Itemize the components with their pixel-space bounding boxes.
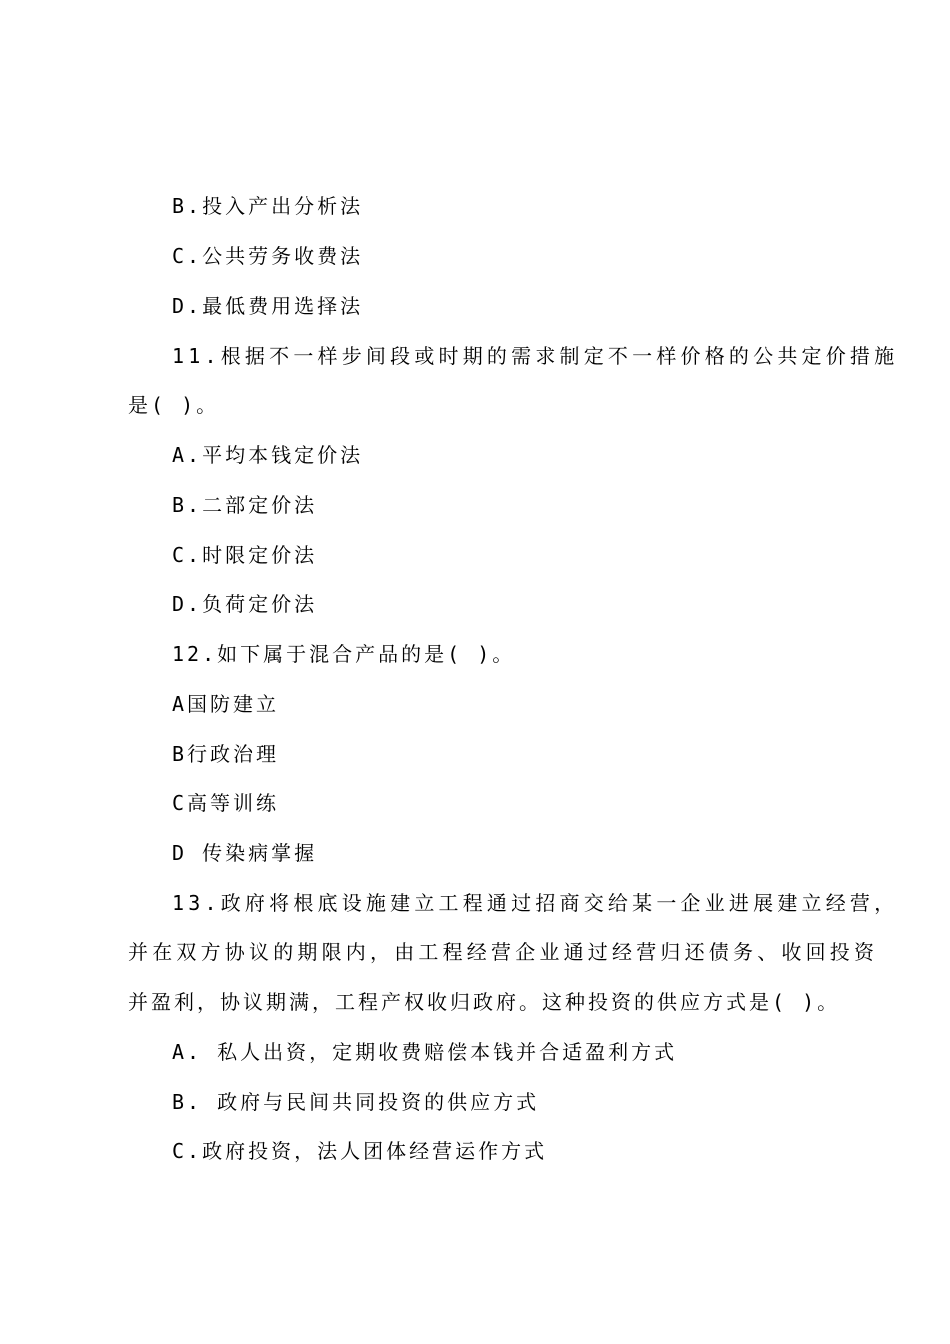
option-c-q10: C.公共劳务收费法: [172, 244, 364, 268]
option-d-q10: D.最低费用选择法: [172, 294, 364, 318]
question-11-line-2: 是( )。: [128, 393, 220, 417]
option-b-q13: B. 政府与民间共同投资的供应方式: [172, 1090, 540, 1114]
question-13-line-1: 13.政府将根底设施建立工程通过招商交给某一企业进展建立经营，: [172, 891, 899, 915]
option-b-q10: B.投入产出分析法: [172, 194, 364, 218]
question-13-line-3: 并盈利，协议期满，工程产权收归政府。这种投资的供应方式是( )。: [128, 990, 841, 1014]
option-d-q12: D 传染病掌握: [172, 841, 318, 865]
option-c-q11: C.时限定价法: [172, 543, 318, 567]
question-11-line-1: 11.根据不一样步间段或时期的需求制定不一样价格的公共定价措施: [172, 344, 899, 368]
option-a-q13: A. 私人出资，定期收费赔偿本钱并合适盈利方式: [172, 1040, 678, 1064]
question-13-line-2: 并在双方协议的期限内，由工程经营企业通过经营归还债务、收回投资: [128, 940, 879, 964]
option-a-q12: A国防建立: [172, 692, 280, 716]
option-d-q11: D.负荷定价法: [172, 592, 318, 616]
option-b-q12: B行政治理: [172, 742, 280, 766]
option-a-q11: A.平均本钱定价法: [172, 443, 364, 467]
option-c-q13: C.政府投资，法人团体经营运作方式: [172, 1139, 548, 1163]
option-c-q12: C高等训练: [172, 791, 280, 815]
question-12: 12.如下属于混合产品的是( )。: [172, 642, 516, 666]
option-b-q11: B.二部定价法: [172, 493, 318, 517]
